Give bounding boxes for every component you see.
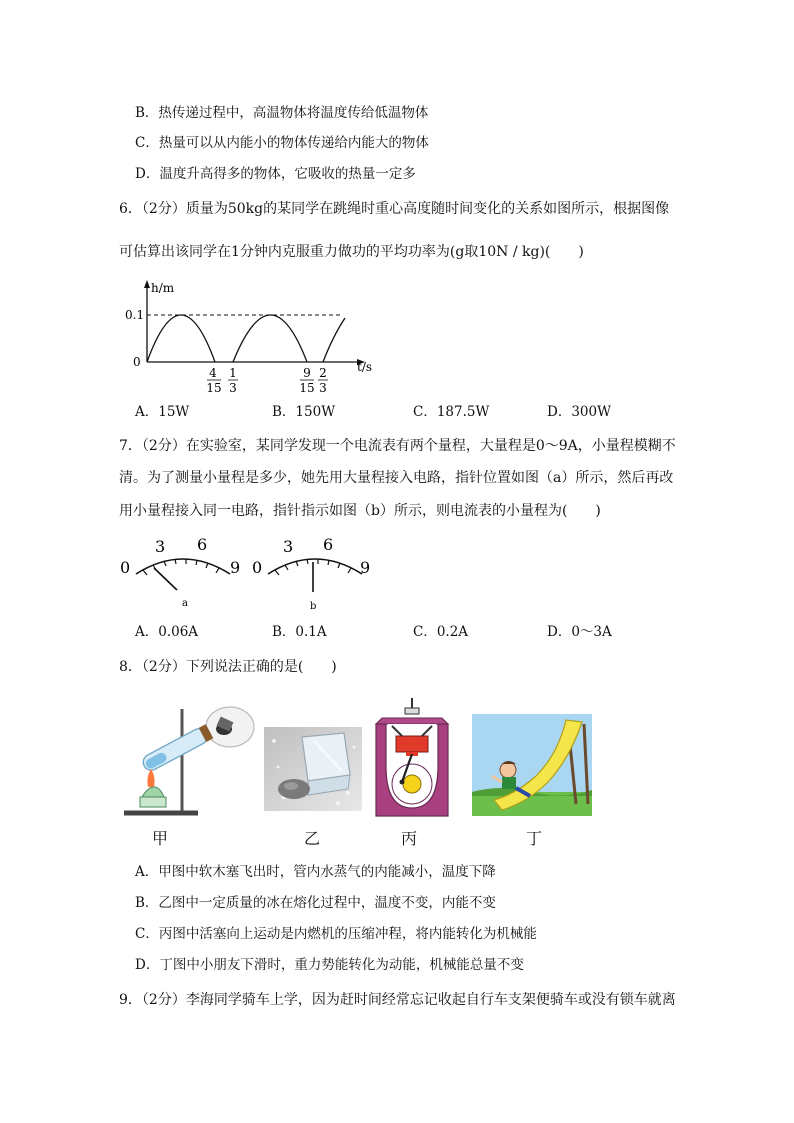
ammeter-a-label: a	[182, 598, 188, 609]
q6-option-c: C．187.5W	[413, 404, 490, 420]
graph-origin: 0	[133, 355, 141, 369]
q7-option-d: D．0～3A	[547, 624, 612, 640]
t2-den: 3	[229, 381, 237, 395]
ammeter-a-needle	[154, 568, 177, 590]
caption-ding: 丁	[526, 829, 543, 848]
ammeter-b-tick-6: 6	[323, 535, 334, 554]
figure-yi-ice-cube	[264, 727, 362, 811]
graph-x-label: t/s	[357, 360, 373, 374]
q8-option-b: B．乙图中一定质量的冰在熔化过程中，温度不变，内能不变	[135, 895, 496, 911]
ammeter-b-tick-3: 3	[283, 537, 294, 556]
graph-arc-2	[233, 315, 307, 362]
q7-option-a: A．0.06A	[135, 624, 199, 640]
ammeter-a-tick-0: 0	[120, 558, 131, 577]
q7-stem-line2: 清。为了测量小量程是多少，她先用大量程接入电路，指针位置如图（a）所示，然后再改	[119, 470, 674, 486]
figure-ding-slide	[472, 714, 592, 816]
q5-option-c: C．热量可以从内能小的物体传递给内能大的物体	[135, 135, 429, 151]
ammeter-a-tick-3: 3	[155, 537, 166, 556]
graph-arc-1	[147, 315, 215, 362]
t4-den: 3	[319, 381, 327, 395]
q8-stem-line1: 8．（2分）下列说法正确的是( )	[119, 659, 337, 675]
ammeter-a-tick-6: 6	[197, 535, 208, 554]
caption-bing: 丙	[401, 829, 418, 848]
t3-den: 15	[299, 381, 315, 395]
ammeter-b-label: b	[310, 601, 317, 612]
q6-option-d: D．300W	[547, 404, 611, 420]
q6-height-time-graph	[125, 278, 385, 398]
graph-y-label: h/m	[151, 281, 175, 295]
caption-jia: 甲	[152, 829, 169, 848]
q8-option-a: A．甲图中软木塞飞出时，管内水蒸气的内能减小，温度下降	[135, 864, 496, 880]
caption-yi: 乙	[304, 829, 321, 848]
graph-arc-3	[323, 318, 345, 362]
graph-y-tick: 0.1	[125, 308, 145, 322]
ammeter-b	[250, 532, 380, 614]
q7-option-b: B．0.1A	[272, 624, 327, 640]
t4-num: 2	[319, 366, 327, 380]
q8-option-d: D．丁图中小朋友下滑时，重力势能转化为动能，机械能总量不变	[135, 957, 524, 973]
q6-stem-line2: 可估算出该同学在1分钟内克服重力做功的平均功率为(g取10N / kg)( )	[119, 244, 584, 260]
q8-option-c: C．丙图中活塞向上运动是内燃机的压缩冲程，将内能转化为机械能	[135, 926, 537, 942]
q7-option-c: C．0.2A	[413, 624, 469, 640]
t3-num: 9	[303, 366, 311, 380]
t1-den: 15	[206, 381, 222, 395]
t1-num: 4	[209, 366, 217, 380]
graph-y-arrow	[144, 280, 150, 288]
q5-option-b: B．热传递过程中，高温物体将温度传给低温物体	[135, 105, 429, 121]
q6-option-b: B．150W	[272, 404, 336, 420]
ammeter-a-tick-9: 9	[230, 558, 241, 577]
q9-stem-line1: 9．（2分）李海同学骑车上学，因为赶时间经常忘记收起自行车支架便骑车或没有锁车就离	[119, 992, 676, 1008]
ammeter-b-tick-9: 9	[360, 558, 371, 577]
ammeter-b-tick-0: 0	[252, 558, 263, 577]
q7-stem-line1: 7．（2分）在实验室，某同学发现一个电流表有两个量程，大量程是0～9A，小量程模糊不	[119, 438, 676, 454]
q5-option-d: D．温度升高得多的物体，它吸收的热量一定多	[135, 166, 416, 182]
q7-stem-line3: 用小量程接入同一电路，指针指示如图（b）所示，则电流表的小量程为( )	[119, 503, 601, 519]
figure-bing-engine	[372, 696, 452, 820]
q6-option-a: A．15W	[135, 404, 190, 420]
q6-stem-line1: 6．（2分）质量为50kg的某同学在跳绳时重心高度随时间变化的关系如图所示，根据图像	[119, 201, 670, 217]
figure-jia-test-tube	[118, 695, 258, 823]
ammeter-a	[118, 532, 248, 614]
t2-num: 1	[229, 366, 237, 380]
